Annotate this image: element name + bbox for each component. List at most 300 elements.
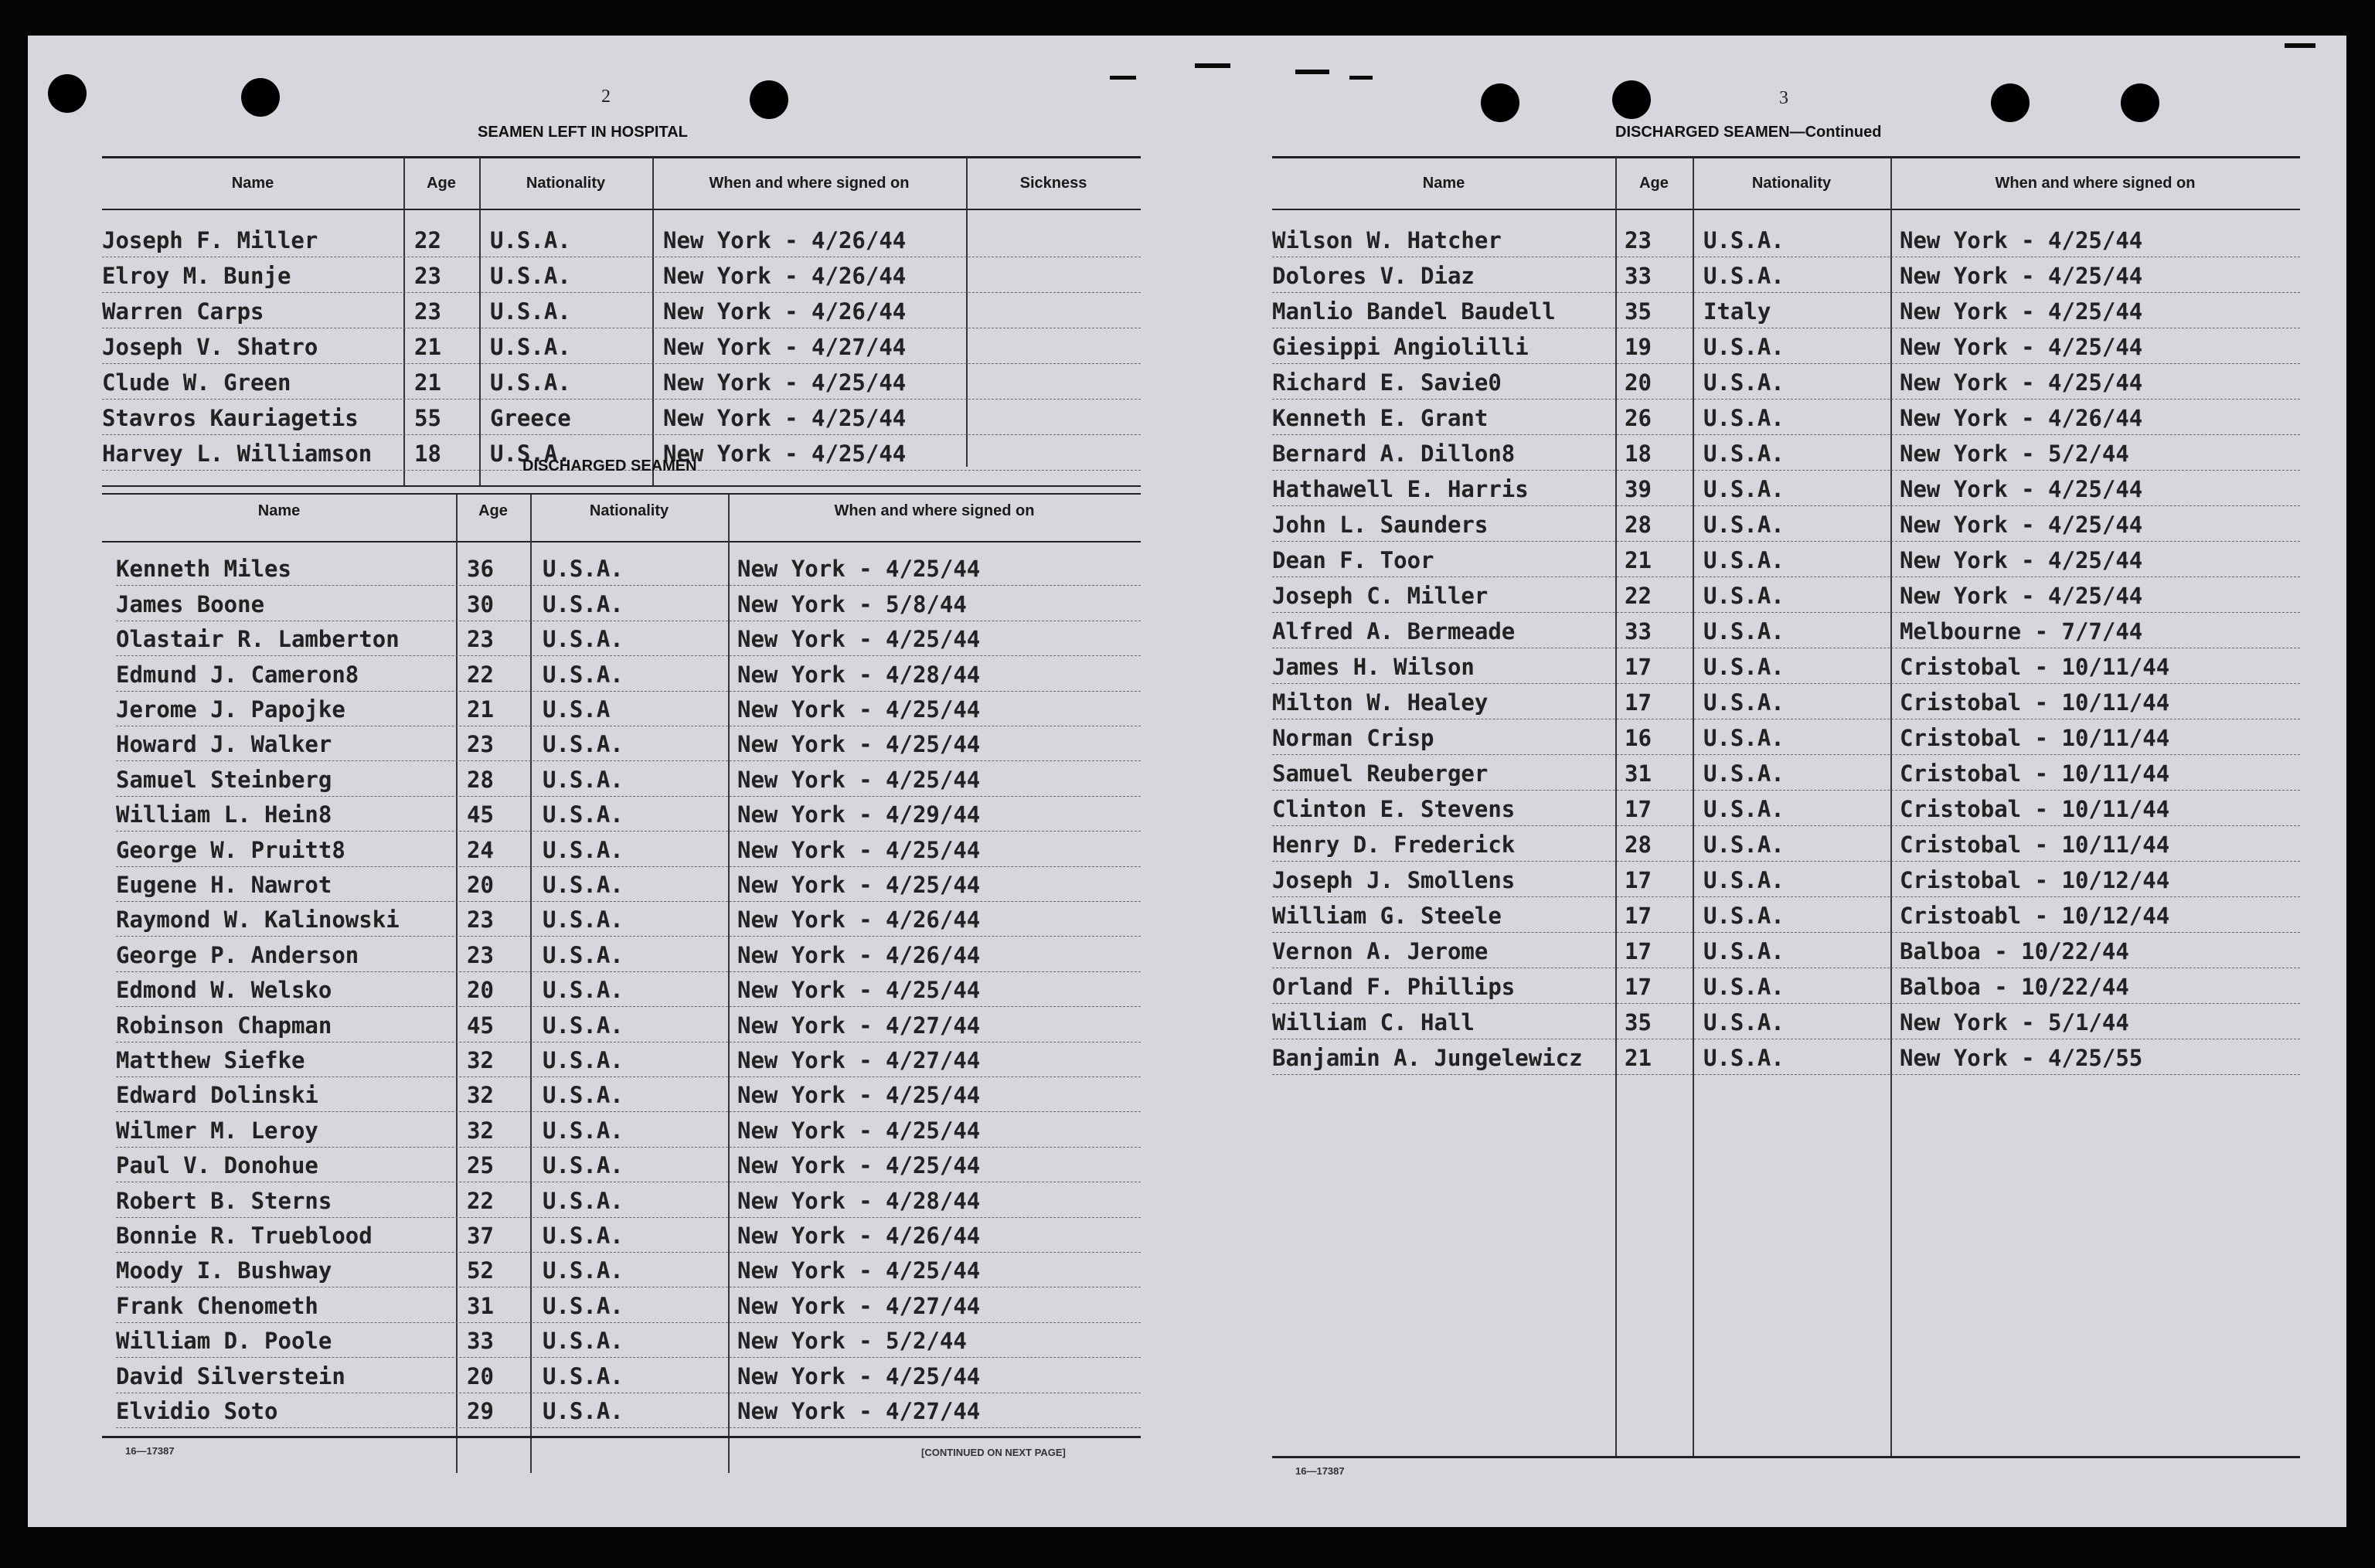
signed-on: New York - 4/28/44 xyxy=(737,1187,981,1214)
seaman-nationality: U.S.A. xyxy=(543,731,624,758)
signed-on: New York - 4/25/44 xyxy=(737,1257,981,1284)
seaman-name: Raymond W. Kalinowski xyxy=(116,906,400,934)
table-row xyxy=(1272,1039,2300,1075)
seaman-nationality: U.S.A. xyxy=(1703,760,1785,787)
seaman-age: 23 xyxy=(467,906,494,934)
seaman-nationality: U.S.A. xyxy=(1703,832,1785,858)
seaman-nationality: U.S.A. xyxy=(543,1012,624,1039)
seaman-name: Elroy M. Bunje xyxy=(102,263,291,289)
seaman-age: 17 xyxy=(1625,974,1652,1000)
seaman-name: Richard E. Savie0 xyxy=(1272,369,1502,396)
seaman-nationality: U.S.A. xyxy=(1703,938,1785,964)
table-row xyxy=(116,1217,1141,1253)
signed-on: Cristobal - 10/11/44 xyxy=(1900,760,2170,787)
seaman-name: Warren Carps xyxy=(102,298,264,325)
seaman-name: Olastair R. Lamberton xyxy=(116,626,400,653)
seaman-age: 21 xyxy=(1625,1045,1652,1071)
signed-on: New York - 4/26/44 xyxy=(663,298,907,325)
column-header: Nationality xyxy=(1751,175,1832,192)
seaman-nationality: Italy xyxy=(1703,298,1771,325)
seaman-nationality: U.S.A. xyxy=(543,1397,624,1424)
table-row xyxy=(116,585,1141,621)
signed-on: New York - 4/25/44 xyxy=(1900,298,2143,325)
seaman-name: Robert B. Sterns xyxy=(116,1187,332,1214)
seaman-name: James Boone xyxy=(116,590,265,617)
signed-on: New York - 4/25/44 xyxy=(737,1082,981,1109)
seaman-age: 28 xyxy=(1625,512,1652,538)
table-row xyxy=(1272,719,2300,755)
seaman-nationality: U.S.A. xyxy=(543,941,624,968)
seaman-age: 39 xyxy=(1625,476,1652,502)
signed-on: Cristobal - 10/11/44 xyxy=(1900,725,2170,751)
signed-on: New York - 4/25/44 xyxy=(1900,547,2143,573)
column-header: Name xyxy=(257,502,301,519)
seaman-name: Clude W. Green xyxy=(102,369,291,396)
table-row xyxy=(116,1111,1141,1147)
seaman-age: 22 xyxy=(1625,583,1652,609)
signed-on: New York - 4/25/55 xyxy=(1900,1045,2143,1071)
table-rule xyxy=(1272,156,2300,158)
punch-hole xyxy=(1612,80,1651,119)
seaman-age: 19 xyxy=(1625,334,1652,360)
table-row xyxy=(116,1287,1141,1322)
form-number: 16—17387 xyxy=(125,1445,175,1457)
seaman-name: Moody I. Bushway xyxy=(116,1257,332,1284)
seaman-nationality: U.S.A. xyxy=(543,766,624,793)
signed-on: New York - 4/25/44 xyxy=(737,731,981,758)
signed-on: New York - 4/27/44 xyxy=(737,1046,981,1073)
seaman-nationality: U.S.A. xyxy=(1703,974,1785,1000)
right-section-title: DISCHARGED SEAMEN—Continued xyxy=(1615,124,1882,141)
seaman-age: 31 xyxy=(1625,760,1652,787)
signed-on: New York - 4/25/44 xyxy=(663,440,907,467)
punch-hole xyxy=(2121,83,2159,122)
seaman-name: Clinton E. Stevens xyxy=(1272,796,1516,822)
column-header: Age xyxy=(427,175,456,192)
table-rule xyxy=(102,209,1141,210)
seaman-nationality: U.S.A. xyxy=(543,626,624,653)
signed-on: Balboa - 10/22/44 xyxy=(1900,974,2129,1000)
seaman-age: 20 xyxy=(467,871,494,898)
signed-on: New York - 4/25/44 xyxy=(1900,334,2143,360)
seaman-name: William L. Hein8 xyxy=(116,801,332,828)
seaman-age: 36 xyxy=(467,556,494,583)
seaman-age: 18 xyxy=(414,440,441,467)
table-row xyxy=(116,1357,1141,1393)
seaman-age: 45 xyxy=(467,801,494,828)
seaman-name: Wilson W. Hatcher xyxy=(1272,227,1502,253)
signed-on: New York - 5/8/44 xyxy=(737,590,967,617)
seaman-name: Hathawell E. Harris xyxy=(1272,476,1529,502)
seaman-name: Kenneth E. Grant xyxy=(1272,405,1489,431)
seaman-nationality: U.S.A. xyxy=(490,440,571,467)
signed-on: New York - 4/25/44 xyxy=(737,696,981,723)
table-row xyxy=(1272,328,2300,364)
seaman-age: 22 xyxy=(467,661,494,688)
signed-on: New York - 4/25/44 xyxy=(1900,263,2143,289)
seaman-age: 17 xyxy=(1625,867,1652,893)
signed-on: Balboa - 10/22/44 xyxy=(1900,938,2129,964)
seaman-name: Bernard A. Dillon8 xyxy=(1272,440,1516,467)
seaman-age: 23 xyxy=(414,298,441,325)
seaman-nationality: U.S.A. xyxy=(1703,1009,1785,1036)
seaman-name: Dean F. Toor xyxy=(1272,547,1434,573)
table-rule xyxy=(1272,209,2300,210)
seaman-nationality: U.S.A. xyxy=(543,1292,624,1319)
table-row xyxy=(1272,932,2300,968)
signed-on: New York - 4/26/44 xyxy=(737,906,981,934)
table-row xyxy=(116,971,1141,1007)
seaman-name: Harvey L. Williamson xyxy=(102,440,373,467)
seaman-age: 28 xyxy=(467,766,494,793)
seaman-nationality: Greece xyxy=(490,405,571,431)
seaman-nationality: U.S.A. xyxy=(1703,583,1785,609)
seaman-nationality: U.S.A. xyxy=(490,334,571,360)
seaman-nationality: U.S.A. xyxy=(543,1187,624,1214)
seaman-name: Joseph C. Miller xyxy=(1272,583,1489,609)
hospital-section-title: SEAMEN LEFT IN HOSPITAL xyxy=(478,124,688,141)
signed-on: Cristobal - 10/11/44 xyxy=(1900,689,2170,716)
signed-on: New York - 4/25/44 xyxy=(737,556,981,583)
seaman-name: Dolores V. Diaz xyxy=(1272,263,1475,289)
seaman-age: 32 xyxy=(467,1117,494,1144)
table-row xyxy=(116,1393,1141,1428)
seaman-name: Eugene H. Nawrot xyxy=(116,871,332,898)
signed-on: New York - 4/25/44 xyxy=(1900,512,2143,538)
scan-speck xyxy=(1195,63,1230,68)
table-rule xyxy=(102,156,1141,158)
seaman-nationality: U.S.A. xyxy=(543,871,624,898)
seaman-name: Howard J. Walker xyxy=(116,731,332,758)
seaman-nationality: U.S.A. xyxy=(1703,796,1785,822)
table-row xyxy=(1272,968,2300,1004)
signed-on: Cristobal - 10/12/44 xyxy=(1900,867,2170,893)
table-rule xyxy=(102,485,1141,487)
seaman-nationality: U.S.A. xyxy=(543,1082,624,1109)
seaman-age: 30 xyxy=(467,590,494,617)
table-row xyxy=(1272,648,2300,684)
seaman-nationality: U.S.A. xyxy=(543,1257,624,1284)
seaman-age: 21 xyxy=(467,696,494,723)
column-header: When and where signed on xyxy=(1995,175,2196,192)
form-number: 16—17387 xyxy=(1295,1465,1345,1477)
table-row xyxy=(1272,896,2300,933)
signed-on: New York - 4/26/44 xyxy=(663,263,907,289)
table-row xyxy=(102,292,1141,328)
column-header: Sickness xyxy=(1019,175,1087,192)
signed-on: New York - 4/27/44 xyxy=(737,1012,981,1039)
seaman-age: 21 xyxy=(1625,547,1652,573)
seaman-nationality: U.S.A. xyxy=(543,590,624,617)
column-header: Name xyxy=(1422,175,1465,192)
document-sheet xyxy=(28,36,2346,1527)
seaman-age: 22 xyxy=(414,227,441,253)
seaman-name: Kenneth Miles xyxy=(116,556,291,583)
signed-on: New York - 4/26/44 xyxy=(737,1222,981,1249)
table-row xyxy=(102,399,1141,435)
seaman-name: Joseph F. Miller xyxy=(102,227,318,253)
table-row xyxy=(116,936,1141,971)
seaman-nationality: U.S.A. xyxy=(1703,654,1785,680)
table-row xyxy=(116,901,1141,937)
table-row xyxy=(1272,790,2300,826)
seaman-name: Joseph J. Smollens xyxy=(1272,867,1516,893)
column-header: When and where signed on xyxy=(834,502,1035,519)
table-row xyxy=(1272,1003,2300,1039)
table-row xyxy=(102,328,1141,364)
table-rule xyxy=(102,541,1141,543)
signed-on: New York - 4/25/44 xyxy=(1900,369,2143,396)
seaman-age: 33 xyxy=(467,1328,494,1355)
seaman-nationality: U.S.A. xyxy=(1703,689,1785,716)
seaman-age: 35 xyxy=(1625,1009,1652,1036)
seaman-name: Edward Dolinski xyxy=(116,1082,318,1109)
signed-on: New York - 5/1/44 xyxy=(1900,1009,2129,1036)
seaman-nationality: U.S.A. xyxy=(543,1117,624,1144)
table-row xyxy=(116,1322,1141,1358)
signed-on: New York - 4/25/44 xyxy=(737,766,981,793)
seaman-name: Matthew Siefke xyxy=(116,1046,305,1073)
punch-hole xyxy=(1481,83,1519,122)
seaman-name: Manlio Bandel Baudell xyxy=(1272,298,1556,325)
punch-hole xyxy=(750,80,788,119)
seaman-name: John L. Saunders xyxy=(1272,512,1489,538)
signed-on: New York - 4/27/44 xyxy=(737,1397,981,1424)
table-row xyxy=(1272,612,2300,648)
seaman-name: Bonnie R. Trueblood xyxy=(116,1222,373,1249)
seaman-age: 24 xyxy=(467,836,494,863)
signed-on: New York - 4/25/44 xyxy=(737,626,981,653)
signed-on: Cristobal - 10/11/44 xyxy=(1900,654,2170,680)
seaman-nationality: U.S.A. xyxy=(543,1152,624,1179)
table-row xyxy=(116,550,1141,586)
seaman-age: 55 xyxy=(414,405,441,431)
seaman-name: Edmond W. Welsko xyxy=(116,977,332,1004)
table-row xyxy=(116,1006,1141,1042)
seaman-age: 21 xyxy=(414,369,441,396)
table-row xyxy=(1272,861,2300,897)
table-row xyxy=(116,1147,1141,1182)
table-row xyxy=(1272,505,2300,542)
table-row xyxy=(1272,363,2300,400)
seaman-nationality: U.S.A. xyxy=(543,661,624,688)
seaman-name: David Silverstein xyxy=(116,1362,345,1389)
signed-on: New York - 4/26/44 xyxy=(1900,405,2143,431)
table-row xyxy=(1272,577,2300,613)
signed-on: New York - 4/27/44 xyxy=(663,334,907,360)
punch-hole xyxy=(241,78,280,117)
table-row xyxy=(1272,399,2300,435)
seaman-nationality: U.S.A. xyxy=(543,1222,624,1249)
seaman-name: Elvidio Soto xyxy=(116,1397,278,1424)
seaman-name: Samuel Reuberger xyxy=(1272,760,1489,787)
seaman-name: Robinson Chapman xyxy=(116,1012,332,1039)
seaman-age: 32 xyxy=(467,1046,494,1073)
table-row xyxy=(116,655,1141,691)
continued-note: [CONTINUED ON NEXT PAGE] xyxy=(921,1447,1066,1458)
seaman-name: Milton W. Healey xyxy=(1272,689,1489,716)
signed-on: New York - 4/25/44 xyxy=(737,1117,981,1144)
signed-on: New York - 4/25/44 xyxy=(663,369,907,396)
seaman-nationality: U.S.A. xyxy=(1703,547,1785,573)
seaman-name: George P. Anderson xyxy=(116,941,359,968)
signed-on: Melbourne - 7/7/44 xyxy=(1900,618,2143,645)
table-row xyxy=(1272,754,2300,791)
seaman-age: 33 xyxy=(1625,263,1652,289)
seaman-name: Giesippi Angiolilli xyxy=(1272,334,1529,360)
seaman-age: 28 xyxy=(1625,832,1652,858)
seaman-age: 32 xyxy=(467,1082,494,1109)
seaman-age: 17 xyxy=(1625,796,1652,822)
seaman-name: Banjamin A. Jungelewicz xyxy=(1272,1045,1583,1071)
signed-on: New York - 4/29/44 xyxy=(737,801,981,828)
seaman-name: William G. Steele xyxy=(1272,903,1502,929)
scan-speck xyxy=(2285,43,2315,48)
seaman-age: 22 xyxy=(467,1187,494,1214)
seaman-nationality: U.S.A. xyxy=(1703,405,1785,431)
table-row xyxy=(116,1042,1141,1077)
signed-on: New York - 4/25/44 xyxy=(737,871,981,898)
signed-on: New York - 4/25/44 xyxy=(737,836,981,863)
seaman-age: 20 xyxy=(467,977,494,1004)
signed-on: New York - 5/2/44 xyxy=(1900,440,2129,467)
seaman-name: Wilmer M. Leroy xyxy=(116,1117,318,1144)
seaman-age: 17 xyxy=(1625,689,1652,716)
seaman-age: 16 xyxy=(1625,725,1652,751)
table-row xyxy=(116,621,1141,656)
seaman-name: Frank Chenometh xyxy=(116,1292,318,1319)
seaman-name: Paul V. Donohue xyxy=(116,1152,318,1179)
signed-on: New York - 4/28/44 xyxy=(737,661,981,688)
punch-hole xyxy=(48,74,87,113)
seaman-nationality: U.S.A. xyxy=(1703,440,1785,467)
discharged-section-title: DISCHARGED SEAMEN xyxy=(522,457,697,474)
seaman-age: 23 xyxy=(1625,227,1652,253)
signed-on: New York - 4/25/44 xyxy=(737,1362,981,1389)
signed-on: New York - 4/25/44 xyxy=(663,405,907,431)
seaman-nationality: U.S.A. xyxy=(1703,725,1785,751)
punch-hole xyxy=(1991,83,2030,122)
seaman-nationality: U.S.A. xyxy=(490,263,571,289)
seaman-age: 17 xyxy=(1625,654,1652,680)
seaman-nationality: U.S.A. xyxy=(543,906,624,934)
column-header: Age xyxy=(478,502,508,519)
seaman-name: William C. Hall xyxy=(1272,1009,1475,1036)
table-row xyxy=(102,363,1141,400)
seaman-age: 20 xyxy=(467,1362,494,1389)
seaman-name: William D. Poole xyxy=(116,1328,332,1355)
seaman-nationality: U.S.A. xyxy=(1703,867,1785,893)
seaman-name: Vernon A. Jerome xyxy=(1272,938,1489,964)
table-rule xyxy=(1272,1456,2300,1458)
seaman-name: Edmund J. Cameron8 xyxy=(116,661,359,688)
column-header: When and where signed on xyxy=(709,175,910,192)
table-row xyxy=(116,1077,1141,1112)
column-header: Age xyxy=(1639,175,1669,192)
seaman-nationality: U.S.A. xyxy=(543,1046,624,1073)
seaman-nationality: U.S.A xyxy=(543,696,611,723)
seaman-age: 31 xyxy=(467,1292,494,1319)
seaman-age: 37 xyxy=(467,1222,494,1249)
seaman-nationality: U.S.A. xyxy=(1703,903,1785,929)
column-header: Name xyxy=(231,175,274,192)
signed-on: New York - 4/25/44 xyxy=(1900,583,2143,609)
seaman-age: 29 xyxy=(467,1397,494,1424)
signed-on: Cristoabl - 10/12/44 xyxy=(1900,903,2170,929)
table-row xyxy=(116,866,1141,902)
table-rule xyxy=(102,493,1141,495)
seaman-name: Henry D. Frederick xyxy=(1272,832,1516,858)
seaman-nationality: U.S.A. xyxy=(1703,512,1785,538)
seaman-age: 52 xyxy=(467,1257,494,1284)
seaman-age: 17 xyxy=(1625,903,1652,929)
seaman-nationality: U.S.A. xyxy=(543,1328,624,1355)
seaman-nationality: U.S.A. xyxy=(490,369,571,396)
signed-on: New York - 4/26/44 xyxy=(737,941,981,968)
table-row xyxy=(1272,683,2300,719)
page-number: 2 xyxy=(601,87,611,107)
seaman-nationality: U.S.A. xyxy=(543,801,624,828)
seaman-age: 45 xyxy=(467,1012,494,1039)
table-row xyxy=(1272,825,2300,862)
seaman-name: Joseph V. Shatro xyxy=(102,334,318,360)
table-row xyxy=(102,257,1141,293)
seaman-nationality: U.S.A. xyxy=(543,1362,624,1389)
table-row xyxy=(116,691,1141,726)
seaman-nationality: U.S.A. xyxy=(1703,263,1785,289)
seaman-age: 23 xyxy=(467,626,494,653)
seaman-age: 23 xyxy=(467,941,494,968)
signed-on: Cristobal - 10/11/44 xyxy=(1900,796,2170,822)
scan-speck xyxy=(1295,70,1329,74)
table-row xyxy=(1272,292,2300,328)
column-header: Nationality xyxy=(589,502,669,519)
table-row xyxy=(1272,434,2300,471)
seaman-name: Samuel Steinberg xyxy=(116,766,332,793)
scan-speck xyxy=(1349,76,1373,80)
signed-on: New York - 5/2/44 xyxy=(737,1328,967,1355)
seaman-nationality: U.S.A. xyxy=(543,556,624,583)
seaman-age: 23 xyxy=(414,263,441,289)
seaman-nationality: U.S.A. xyxy=(490,227,571,253)
signed-on: New York - 4/27/44 xyxy=(737,1292,981,1319)
table-row xyxy=(1272,221,2300,257)
seaman-nationality: U.S.A. xyxy=(1703,334,1785,360)
seaman-name: Stavros Kauriagetis xyxy=(102,405,359,431)
seaman-nationality: U.S.A. xyxy=(1703,618,1785,645)
seaman-name: Jerome J. Papojke xyxy=(116,696,345,723)
seaman-age: 21 xyxy=(414,334,441,360)
seaman-name: Alfred A. Bermeade xyxy=(1272,618,1516,645)
signed-on: New York - 4/26/44 xyxy=(663,227,907,253)
seaman-nationality: U.S.A. xyxy=(543,977,624,1004)
seaman-age: 23 xyxy=(467,731,494,758)
signed-on: Cristobal - 10/11/44 xyxy=(1900,832,2170,858)
seaman-nationality: U.S.A. xyxy=(543,836,624,863)
table-row xyxy=(116,760,1141,796)
seaman-name: Norman Crisp xyxy=(1272,725,1434,751)
table-row xyxy=(116,726,1141,761)
seaman-nationality: U.S.A. xyxy=(1703,369,1785,396)
seaman-name: James H. Wilson xyxy=(1272,654,1475,680)
seaman-age: 18 xyxy=(1625,440,1652,467)
seaman-nationality: U.S.A. xyxy=(1703,227,1785,253)
seaman-name: Orland F. Phillips xyxy=(1272,974,1516,1000)
seaman-age: 20 xyxy=(1625,369,1652,396)
table-row xyxy=(116,831,1141,866)
seaman-age: 35 xyxy=(1625,298,1652,325)
seaman-age: 17 xyxy=(1625,938,1652,964)
